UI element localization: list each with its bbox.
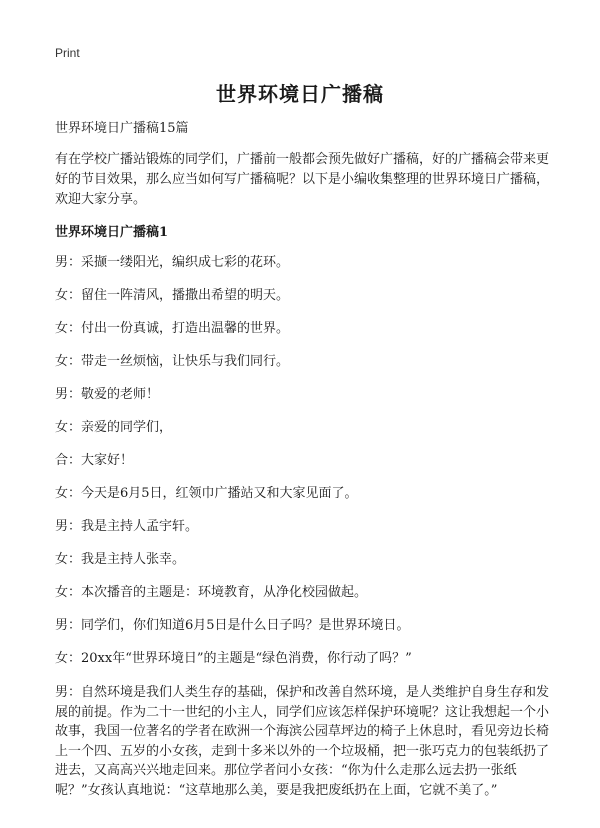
dialogue-line: 女：带走一丝烦恼，让快乐与我们同行。 — [55, 354, 290, 369]
document-body — [55, 120, 551, 800]
intro-paragraph: 有在学校广播站锻炼的同学们，广播前一般都会预先做好广播稿，好的广播稿会带来更好的节目效果，那么应当如何写广播稿呢？以下是小编收集整理的世界环境日广播稿，欢迎大家分享。 — [55, 152, 550, 207]
dialogue-line: 男：采撷一缕阳光，编织成七彩的花环。 — [55, 255, 290, 270]
dialogue-line: 女：20xx年“世界环境日”的主题是“绿色消费，你行动了吗？” — [55, 651, 412, 666]
dialogue-line: 女：付出一份真诚，打造出温馨的世界。 — [55, 321, 290, 336]
page-title: 世界环境日广播稿 — [216, 82, 384, 106]
document-subtitle: 世界环境日广播稿15篇 — [55, 121, 189, 136]
dialogue-line: 女：留住一阵清风，播撒出希望的明天。 — [55, 288, 290, 303]
story-paragraph: 男：自然环境是我们人类生存的基础，保护和改善自然环境，是人类维护自身生存和发展的前提。作为二十一世纪的小主人，同学们应该怎样保护环境呢？这让我想起一个小故事，我国一位著名的学者在欧洲一个海滨公园草坪边的椅子上休息时，看见旁边长椅上一个四、五岁的小女孩，走到十多米以外的一个垃圾桶，把一张巧克力的包装纸扔了进去，又高高兴兴地走回来。那位学者问小女孩：“你为什么走那么远去扔一张纸呢？”女孩认真地说：“这草地那么美，要是我把废纸扔在上面，它就不美了。” — [55, 685, 550, 798]
dialogue-line: 女：今天是6月5日，红领巾广播站又和大家见面了。 — [55, 486, 358, 501]
dialogue-line: 男：我是主持人孟宇轩。 — [55, 519, 199, 534]
dialogue-line: 女：我是主持人张幸。 — [55, 552, 186, 567]
dialogue-line: 男：同学们，你们知道6月5日是什么日子吗？是世界环境日。 — [55, 618, 410, 633]
dialogue-line: 女：亲爱的同学们， — [55, 420, 173, 435]
section-heading: 世界环境日广播稿1 — [55, 225, 169, 240]
print-link[interactable]: Print — [55, 46, 80, 60]
dialogue-line: 女：本次播音的主题是：环境教育，从净化校园做起。 — [55, 585, 368, 600]
dialogue-line: 合：大家好！ — [55, 453, 134, 468]
dialogue-line: 男：敬爱的老师！ — [55, 387, 160, 402]
